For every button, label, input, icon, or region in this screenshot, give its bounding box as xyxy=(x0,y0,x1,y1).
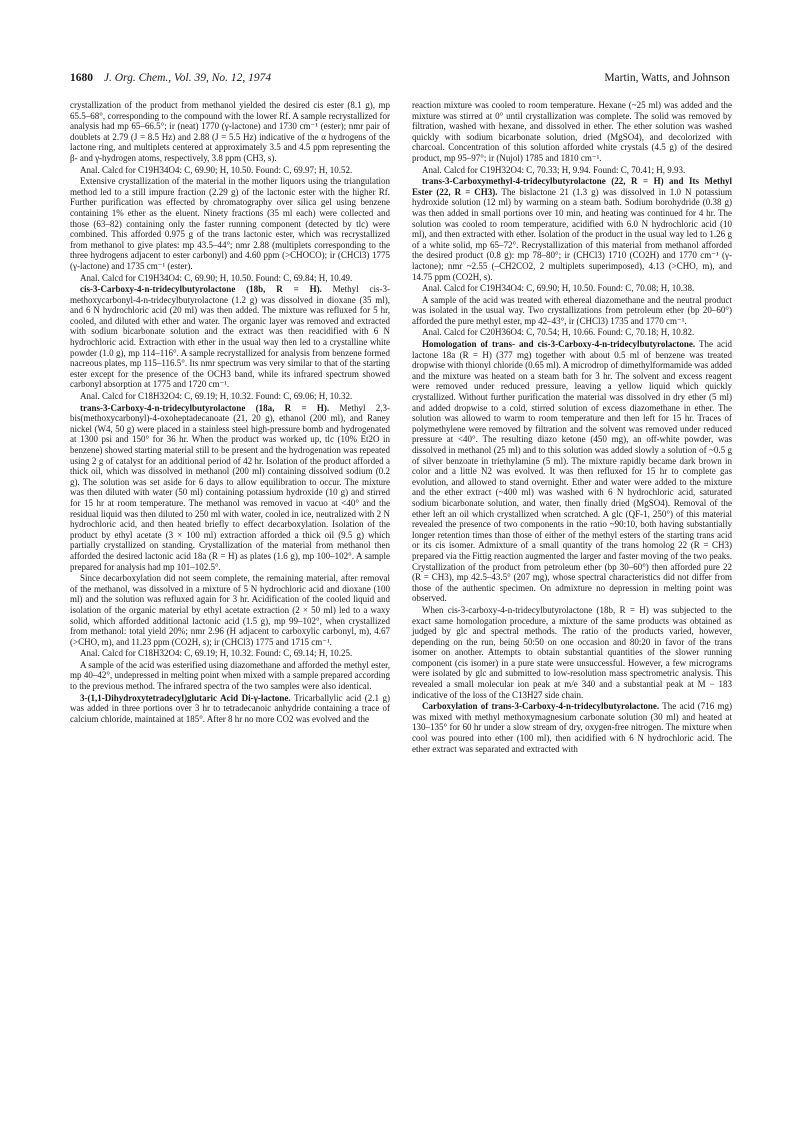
paragraph-text: The bislactone 21 (1.3 g) was dissolved in 1.0 N potassium hydroxide solution (12 ml) by warming on a steam bath. Sodium borohydride (0.38 g) was then added in small portions over 10 min, and heating was continued for 4 hr. The solution was cooled to room temperature, acidified with 6.0 N hydrochloric acid (10 ml), and then extracted with ether. Isolation of the product in the usual way led to 1.26 g of a white solid, mp 65–72°. Recrystallization of this material from methanol afforded the desired product (0.8 g): mp 78–80°; ir (CHCl3) 1710 (CO2H) and 1770 cm⁻¹ (γ-lactone); nmr ~2.55 (–CH2CO2, 2 multiplets superimposed), 4.13 (>CHO, m), and 14.75 ppm (CO2H, s). xyxy=(412,186,732,282)
paragraph xyxy=(412,100,732,164)
paragraph-text: Extensive crystallization of the material in the mother liquors using the triangulation method led to a still impure fraction (2.29 g) of the lactonic ester with the higher Rf. Further purification was effected by chromatography over silica gel using benzene containing 1% ether as the eluent. Ninety fractions (35 ml each) were collected and those (63–82) containing only the faster running component (detected by tlc) were combined. This afforded 0.975 g of the trans lactonic ester, which was recrystallized from methanol to give plates: mp 43.5–44°; nmr 2.88 (multiplets corresponding to the three hydrogens adjacent to ester carbonyl) and 4.60 ppm (>CHOCO); ir (CHCl3) 1775 (γ-lactone) and 1735 cm⁻¹ (ester). xyxy=(70,176,390,271)
paragraph xyxy=(412,327,732,338)
paragraph xyxy=(70,165,390,176)
paragraph-text: crystallization of the product from methanol yielded the desired cis ester (8.1 g), mp 65.5–68°, corresponding to the compound with the lower Rf. A sample recrystallized for analysis had mp 65–66.5°; ir (neat) 1770 (γ-lactone) and 1730 cm⁻¹ (ester); nmr pair of doublets at 2.79 (J = 8.5 Hz) and 2.88 (J = 5.5 Hz) indicative of the α hydrogens of the lactone ring, and multiplets centered at approximately 3.5 and 4.5 ppm representing the β- and γ-hydrogen atoms, respectively, 3.8 ppm (CH3, s). xyxy=(70,100,390,163)
paragraph xyxy=(70,391,390,402)
paragraph xyxy=(70,100,390,164)
section-heading: Homologation of trans- and cis-3-Carboxy-4-n-tridecylbutyrolactone. xyxy=(422,339,696,350)
paragraph-text: Anal. Calcd for C18H32O4: C, 69.19; H, 10.32. Found: C, 69.06; H, 10.32. xyxy=(80,391,353,402)
paragraph-text: Anal. Calcd for C20H36O4: C, 70.54; H, 10.66. Found: C, 70.18; H, 10.82. xyxy=(422,327,695,338)
right-column xyxy=(412,100,732,755)
paragraph-text: Anal. Calcd for C19H34O4: C, 69.90; H, 10.50. Found: C, 69.84; H, 10.49. xyxy=(80,272,353,283)
paragraph xyxy=(412,701,732,754)
paragraph-text: A sample of the acid was esterified using diazomethane and afforded the methyl ester, mp 40–42°, undepressed in melting point when mixed with a sample prepared according to the previous method. The infrared spectra of the two samples were also identical. xyxy=(70,659,390,692)
section-heading: Carboxylation of trans-3-Carboxy-4-n-tridecylbutyrolactone. xyxy=(422,701,660,712)
paragraph-text: Anal. Calcd for C18H32O4: C, 69.19; H, 10.32. Found: C, 69.14; H, 10.25. xyxy=(80,648,353,659)
paragraph-text: Methyl 2,3-bis(methoxycarbonyl)-4-oxoheptadecanoate (21, 20 g), ethanol (200 ml), and Raney nickel (W4, 50 g) were placed in a stainless steel high-pressure bomb and hydrogenated at 1300 psi and 150° for 36 hr. When the product was worked up, tlc (10% Et2O in benzene) showed starting material still to be present and the hydrogenation was repeated using 2 g of catalyst for an additional period of 42 hr. Isolation of the product afforded a thick oil, which was dissolved in methanol (200 ml) containing dissolved sodium (0.2 g). The solution was set aside for 6 days to allow equilibration to occur. The mixture was then diluted with water (50 ml) containing potassium hydroxide (10 g) and stirred for 15 hr at room temperature. The methanol was removed in vacuo at <40° and the residual liquid was then diluted to 250 ml with water, cooled in ice, neutralized with 2 N hydrochloric acid, and then heated briefly to effect decarboxylation. Isolation of the product by ethyl acetate (3 × 100 ml) extraction afforded a thick oil (9.5 g) which partially crystallized on standing. Crystallization of the material from methanol then afforded the desired lactonic acid 18a (R = H) as plates (1.6 g), mp 100–102°. A sample prepared for analysis had mp 101–102.5°. xyxy=(70,402,391,572)
paragraph xyxy=(70,403,390,573)
paragraph xyxy=(412,283,732,294)
paragraph xyxy=(70,660,390,692)
paragraph-text: Anal. Calcd for C19H34O4: C, 69.90; H, 10.50. Found: C, 70.08; H, 10.38. xyxy=(422,283,695,294)
paragraph-text: When cis-3-carboxy-4-n-tridecylbutyrolactone (18b, R = H) was subjected to the exact same homologation procedure, a mixture of the same products was obtained as judged by glc and spectral methods. The ratio of the products varied, however, depending on the run, being 50:50 on one occasion and 80:20 in favor of the trans isomer on another. Attempts to obtain substantial quantities of the slower running component (cis isomer) in a pure state were unsuccessful. However, a few micrograms were isolated by glc and submitted to low-resolution mass spectrometric analysis. This revealed a small molecular ion peak at m/e 340 and a substantial peak at M − 183 indicative of the loss of the C13H27 side chain. xyxy=(412,604,732,700)
paragraph xyxy=(70,693,390,725)
paragraph xyxy=(412,176,732,282)
paragraph xyxy=(70,273,390,284)
paragraph-text: Anal. Calcd for C19H32O4: C, 70.33; H, 9.94. Found: C, 70.41; H, 9.93. xyxy=(422,164,686,175)
paragraph xyxy=(412,605,732,700)
paragraph-text: Methyl cis-3-methoxycarbonyl-4-n-tridecylbutyrolactone (1.2 g) was dissolved in dioxane (35 ml), and 6 N hydrochloric acid (20 ml) was then added. The mixture was refluxed for 5 hr, cooled, and diluted with ether and water. The organic layer was removed and extracted with sodium bicarbonate solution and the extract was then reacidified with 6 N hydrochloric acid. Extraction with ether in the usual way then led to a crystalline white powder (1.0 g), mp 114–116°. A sample recrystallized for analysis from benzene formed nacreous plates, mp 115–116.5°. Its nmr spectrum was very similar to that of the starting ester except for the presence of the OCH3 band, while its infrared spectrum showed carbonyl absorption at 1775 and 1720 cm⁻¹. xyxy=(70,284,390,390)
paragraph xyxy=(70,648,390,659)
paragraph-text: reaction mixture was cooled to room temperature. Hexane (~25 ml) was added and the mixture was stirred at 0° until crystallization was complete. The solid was removed by filtration, washed with hexane, and dissolved in ether. The ether solution was washed quickly with sodium bicarbonate solution, dried (MgSO4), and decolorized with charcoal. Concentration of this solution afforded white crystals (4.5 g) of the desired product, mp 95–97°; ir (Nujol) 1785 and 1810 cm⁻¹. xyxy=(412,100,732,163)
paragraph xyxy=(412,295,732,327)
section-heading: trans-3-Carboxy-4-n-tridecylbutyrolactone (18a, R = H). xyxy=(80,402,330,413)
left-column xyxy=(70,100,390,725)
paragraph xyxy=(412,339,732,604)
section-heading: cis-3-Carboxy-4-n-tridecylbutyrolactone (18b, R = H). xyxy=(80,284,322,295)
journal-citation: J. Org. Chem., Vol. 39, No. 12, 1974 xyxy=(103,72,272,84)
section-heading: 3-(1,1-Dihydroxytetradecyl)glutaric Acid Di-γ-lactone. xyxy=(80,692,291,703)
paragraph xyxy=(70,176,390,271)
paragraph-text: Anal. Calcd for C19H34O4: C, 69.90; H, 10.50. Found: C, 69.97; H, 10.52. xyxy=(80,164,353,175)
paragraph xyxy=(412,165,732,176)
page-number: 1680 xyxy=(70,72,93,84)
paragraph-text: Tricarballylic acid (2.1 g) was added in three portions over 3 hr to tetradecanoic anhydride containing a trace of calcium chloride, maintained at 185°. After 8 hr no more CO2 was evolved and the xyxy=(70,692,390,724)
section-heading: trans-3-Carboxymethyl-4-tridecylbutyrolactone (22, R = H) and Its Methyl Ester (22, R = CH3). xyxy=(412,176,732,197)
paragraph xyxy=(70,573,390,647)
paragraph-text: The acid (716 mg) was mixed with methyl methoxymagnesium carbonate solution (30 ml) and heated at 130–135° for 60 hr under a slow stream of dry, oxygen-free nitrogen. The mixture when cool was poured into ether (100 ml), then acidified with 6 N hydrochloric acid. The ether extract was separated and extracted with xyxy=(412,701,733,754)
paragraph-text: The acid lactone 18a (R = H) (377 mg) together with about 0.5 ml of benzene was treated dropwise with thionyl chloride (0.65 ml). A microdrop of dimethylformamide was added and the mixture was heated on a steam bath for 3 hr. The solvent and excess reagent were removed under reduced pressure, leaving a yellow liquid which quickly crystallized. Without further purification the material was dissolved in dry ether (5 ml) and added dropwise to a cold, stirred solution of excess diazomethane in ether. The solution was allowed to warm to room temperature and then left for 15 hr. Traces of polymethylene were removed by filtration and the solvent was removed under reduced pressure at <40°. The resulting diazo ketone (450 mg), an off-white powder, was dissolved in methanol (25 ml) and to this solution was added slowly a solution of ~0.5 g of silver benzoate in triethylamine (5 ml). The mixture rapidly became dark brown in color and a little N2 was evolved. It was then refluxed for 15 hr to complete gas evolution, and allowed to stand overnight. Ether and water were added to the mixture and the ether extract (~400 ml) was washed with 6 N hydrochloric acid, saturated sodium bicarbonate solution, and water, then finally dried (MgSO4). Removal of the ether left an oil which crystallized when scratched. A glc (QF-1, 250°) of this material revealed the presence of two components in the ratio ~90:10, both having substantially longer retention times than those of either of the methyl esters of the starting trans acid or its cis isomer. Admixture of a small quantity of the trans homolog 22 (R = CH3) prepared via the Fittig reaction augmented the larger and faster moving of the two peaks. Crystallization of the product from petroleum ether (bp 30–60°) then afforded pure 22 (R = CH3), mp 42.5–43.5° (207 mg), whose spectral characteristics did not differ from those of the authentic specimen. On admixture no depression in melting point was observed. xyxy=(412,339,733,604)
paragraph-text: Since decarboxylation did not seem complete, the remaining material, after removal of the methanol, was dissolved in a mixture of 5 N hydrochloric acid and dioxane (100 ml) and the solution was refluxed again for 3 hr. Acidification of the cooled liquid and isolation of the organic material by ethyl acetate extraction (2 × 50 ml) led to a waxy solid, which afforded additional lactonic acid (1.5 g), mp 99–102°, when crystallized from methanol: total yield 20%; nmr 2.96 (H adjacent to carboxylic carbonyl, m), 4.67 (>CHO, m), and 11.23 ppm (CO2H, s); ir (CHCl3) 1775 and 1715 cm⁻¹. xyxy=(70,573,390,647)
page-header xyxy=(70,72,730,90)
running-authors: Martin, Watts, and Johnson xyxy=(604,72,730,84)
paragraph-text: A sample of the acid was treated with ethereal diazomethane and the neutral product was isolated in the usual way. Two crystallizations from petroleum ether (bp 20–60°) afforded the pure methyl ester, mp 42–43°, ir (CHCl3) 1735 and 1770 cm⁻¹. xyxy=(412,294,732,326)
paragraph xyxy=(70,284,390,390)
